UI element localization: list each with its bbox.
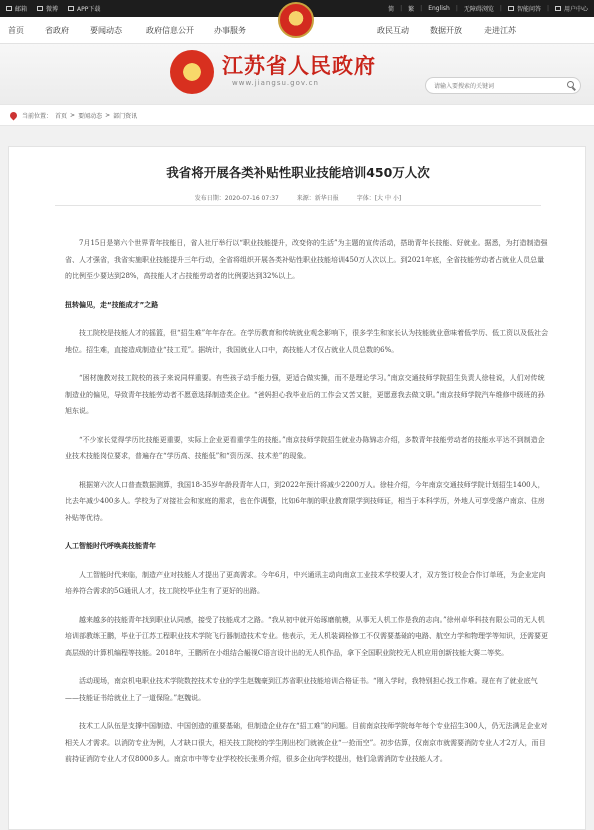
nav-item-open-data[interactable]: 数据开放 [430,26,462,35]
chat-icon [508,6,514,11]
breadcrumb-home[interactable]: 首页 [55,113,68,120]
article-paragraph: 技术工人队伍是支撑中国制造、中国创造的重要基础，但制造企业存在“招工难”的问题。目前南京技师学院每年每个专业招生300人，仍无法满足企业对相关人才需求。以消防专业为例，人才缺口很大，相关技工院校的学生刚出校门就被企业“一抢而空”。初步估算，仅南京市就需要消防专业人才2万人，而目前持证消防专业人才仅8000多人。南京市中等专业学校校长张勇介绍，很多企业向学校提出，他们急需消防专业技能人才。 [65,722,548,763]
phone-icon [68,6,74,11]
section-heading: 扭转偏见，走“技能成才”之路 [65,300,159,309]
site-url: www.jiangsu.gov.cn [232,79,319,87]
simplified-chinese-link[interactable]: 简 [388,6,395,13]
weibo-icon [37,6,43,11]
smart-qa-link[interactable]: 智能问答 [508,4,541,13]
article-source: 来源：新华日报 [296,195,339,202]
emblem-logo-icon [170,50,214,94]
site-banner [0,44,594,104]
article-paragraph: “不少家长觉得学历比技能更重要，实际上企业更看重学生的技能。”南京技师学院招生就业办陈锦志介绍，多数青年技能劳动者的技能水平达不到制造企业技术技能岗位要求，普遍存在“学历高、技能低”和“资历深、技术差”的现象。 [65,435,545,460]
divider [55,205,541,206]
site-title: 江苏省人民政府 [222,53,376,78]
article-body [65,235,551,780]
article-panel [8,146,586,830]
article-paragraph: 根据第六次人口普查数据测算，我国18-35岁年龄段青年人口，到2022年预计将减少2200万人。徐桂介绍，今年南京交通技师学院计划招生1400人，比去年减少400多人。学校为了对接社会和家庭的需求，也在作调整，比如6年制的职业教育限学到技师证，相当于本科学历，外地人可享受落户南京、住房补贴等优待。 [65,480,545,522]
article-paragraph: 活动现场，南京机电职业技术学院数控技术专业的学生赵魏豪到江苏省职业技能培训合格证书。“刚入学时，我特别担心找工作难。现在有了就业底气——技能证书给就业上了一道保险。”赵魏说。 [65,677,538,702]
article-paragraph: “困材施教对技工院校的孩子来说同样重要。有些孩子动手能力强，更适合做实操，而不是理论学习。”南京交通技师学院招生负责人徐桂说，人们对传统制造业的偏见，导致青年技能劳动者不愿意选择制造类企业。“爸妈担心我毕业后的工作会又苦又脏，更愿意我去做文职。”南京技师学院汽车维修中级班的孙旭东说。 [65,374,545,415]
nav-item-news[interactable]: 要闻动态 [90,26,122,35]
top-utility-bar: 邮箱 微博 APP下载 简 | 繁 | English | 无障碍浏览 | 智能问答 | 用户中心 [0,0,594,17]
nav-item-home[interactable]: 首页 [8,26,24,35]
nav-item-services[interactable]: 办事服务 [214,26,246,35]
user-icon [555,6,561,11]
location-pin-icon [9,111,19,121]
breadcrumb-news[interactable]: 要闻动态 [78,113,103,120]
search-icon[interactable] [567,81,574,88]
font-size-switcher[interactable]: 字体：[大 中 小] [356,195,402,202]
nav-item-interaction[interactable]: 政民互动 [377,26,409,35]
article-paragraph: 越来越多的技能青年找到职业认同感，接受了技能成才之路。“我从初中就开始琢磨航模，从事无人机工作是我的志向。”徐州卓华科技有限公司的无人机培训部教练王鹏，毕业于江苏工程职业技术学院飞行器制造技术专业。他表示，无人机装调检修工不仅需要基础的电路、航空力学和物理学等知识，还需要更高层级的计算机编程等技能。2018年，王鹏所在小组结合赧视C语言设计出的无人机作品，拿下全国职业院校无人机应用创新技能大赛二等奖。 [65,615,548,657]
breadcrumb-label: 当前位置： [22,113,53,120]
app-download-link[interactable]: APP下载 [68,4,100,13]
article-title: 我省将开展各类补贴性职业技能培训450万人次 [166,165,430,180]
accessibility-link[interactable]: 无障碍浏览 [463,6,494,13]
nav-item-info-disclosure[interactable]: 政府信息公开 [146,26,194,35]
english-link[interactable]: English [428,5,450,12]
traditional-chinese-link[interactable]: 繁 [408,6,415,13]
weibo-link[interactable]: 微博 [37,4,58,13]
mail-link[interactable]: 邮箱 [6,4,27,13]
user-center-link[interactable]: 用户中心 [555,4,588,13]
article-paragraph: 7月15日是第六个世界青年技能日，省人社厅举行以“职业技能提升，改变你的生活”为主题的宣传活动，搭助青年长技能、好就业。据悉，为打造制造强省、人才强省，我省实施职业技能提升三年行动，全省将组织开展各类补贴性职业技能培训450万人次以上。到2021年底，全省技能劳动者占就业人员总量的比例至少要达到28%，高技能人才占技能劳动者的比例要达到32%以上。 [65,239,548,280]
breadcrumb: 当前位置： 首页 > 要闻动态 > 部门资讯 [0,104,594,126]
national-emblem-icon [278,2,314,38]
section-heading: 人工智能时代呼唤高技能青年 [65,542,156,550]
nav-item-about-jiangsu[interactable]: 走进江苏 [484,26,516,35]
search-input[interactable] [434,81,559,91]
breadcrumb-dept-news[interactable]: 部门资讯 [113,113,138,120]
publish-date: 发布日期：2020-07-16 07:37 [194,195,279,202]
article-paragraph: 技工院校是技能人才的摇篮，但“招生难”年年存在。在学历教育和传统就业观念影响下，很多学生和家长认为技能就业意味着低学历、低工资以及低社会地位。招生难，直接造成制造业“技工荒”。据统计，我国就业人口中，高技能人才仅占就业人员总数的6%。 [65,329,549,354]
nav-item-provincial-gov[interactable]: 省政府 [45,26,69,35]
article-meta [9,193,587,202]
search-box[interactable] [425,77,581,94]
article-paragraph: 人工智能时代来临，制造产业对技能人才提出了更高需求。今年6月，中兴通讯主动向南京工业技术学校要人才，双方签订校企合作订单班，为企业定向培养符合需求的5G通讯人才，技工院校毕业生有了更好的出路。 [65,570,546,595]
mail-icon [6,6,12,11]
